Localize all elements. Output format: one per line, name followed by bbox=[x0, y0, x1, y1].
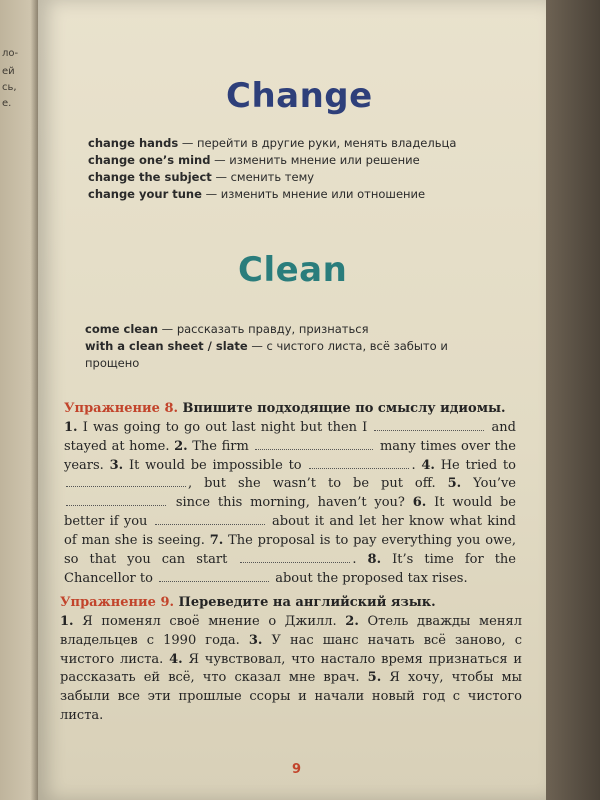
item-number: 4. bbox=[169, 651, 183, 667]
item-number: 6. bbox=[412, 495, 427, 511]
answer-blank[interactable] bbox=[155, 513, 265, 525]
item-number: 5. bbox=[447, 476, 462, 492]
idiom-entry bbox=[88, 169, 468, 186]
item-number: 5. bbox=[367, 670, 382, 686]
item-number: 3. bbox=[248, 632, 263, 648]
item-text: about the proposed tax rises. bbox=[271, 570, 468, 586]
idiom-meaning: — с чистого листа, всё забыто и прощено bbox=[85, 339, 448, 371]
section-heading-change: Change bbox=[226, 76, 373, 116]
background-surface bbox=[546, 0, 600, 800]
item-number: 1. bbox=[60, 613, 74, 629]
item-text: Отель дважды менял владельцев с 1990 года. bbox=[60, 613, 522, 648]
idiom-entry bbox=[88, 186, 468, 203]
idiom-entry bbox=[85, 338, 485, 372]
item-number: 2. bbox=[345, 613, 359, 629]
item-number: 2. bbox=[174, 438, 188, 454]
edge-text: сь, bbox=[2, 82, 17, 93]
exercise-title: Упражнение 9. bbox=[60, 595, 175, 610]
left-page-edge bbox=[0, 0, 38, 800]
item-text: You’ve bbox=[461, 476, 516, 492]
exercise-title: Упражнение 8. bbox=[64, 401, 179, 416]
item-number: 4. bbox=[421, 457, 435, 473]
page-number: 9 bbox=[292, 762, 302, 777]
item-text: The firm bbox=[187, 438, 254, 454]
item-number: 8. bbox=[367, 551, 382, 567]
answer-blank[interactable] bbox=[159, 570, 269, 582]
item-number: 1. bbox=[64, 419, 78, 435]
item-text: and stayed at home. bbox=[64, 419, 516, 454]
idiom-term: change the subject bbox=[88, 170, 212, 185]
item-text: , but she wasn’t to be put off. bbox=[188, 476, 448, 492]
idiom-term: come clean bbox=[85, 322, 159, 336]
edge-text: ло- bbox=[2, 48, 19, 59]
item-text: . bbox=[352, 551, 368, 567]
idiom-term: change your tune bbox=[88, 187, 202, 202]
item-text: I was going to go out last night but then I bbox=[77, 419, 373, 435]
answer-blank[interactable] bbox=[255, 438, 373, 450]
item-text: about it and let her know what kind of man she is seeing. bbox=[64, 514, 516, 548]
item-text: Я хочу, чтобы мы забыли все эти прошлые ссоры и начали новый год с чистого листа. bbox=[60, 670, 522, 724]
idiom-meaning: — рассказать правду, признаться bbox=[158, 322, 369, 336]
item-text: . bbox=[411, 457, 422, 473]
exercise-instruction: Впишите подходящие по смыслу идиомы. bbox=[178, 401, 506, 416]
idiom-term: with a clean sheet / slate bbox=[85, 339, 248, 354]
answer-blank[interactable] bbox=[240, 551, 350, 563]
idiom-meaning: — изменить мнение или решение bbox=[210, 153, 420, 168]
item-text: He tried to bbox=[434, 457, 516, 473]
exercise-instruction: Переведите на английский язык. bbox=[174, 595, 436, 610]
idiom-entry bbox=[85, 321, 495, 338]
item-text: Я поменял своё мнение о Джилл. bbox=[73, 613, 346, 629]
answer-blank[interactable] bbox=[374, 419, 484, 431]
idiom-meaning: — изменить мнение или отношение bbox=[201, 187, 426, 202]
item-number: 3. bbox=[109, 457, 124, 473]
idiom-list-change bbox=[88, 135, 468, 203]
idiom-list-clean bbox=[85, 321, 495, 372]
edge-text: е. bbox=[2, 98, 12, 109]
idiom-term: change one’s mind bbox=[88, 153, 211, 168]
item-text: У нас шанс начать всё заново, с чистого листа. bbox=[60, 632, 523, 667]
section-heading-clean: Clean bbox=[238, 250, 348, 290]
answer-blank[interactable] bbox=[66, 475, 186, 487]
item-text: many times over the years. bbox=[64, 438, 516, 473]
item-number: 7. bbox=[209, 532, 224, 548]
item-text: since this morning, haven’t you? bbox=[168, 495, 413, 511]
item-text: The proposal is to pay everything you owe, so that you can start bbox=[64, 532, 516, 567]
answer-blank[interactable] bbox=[66, 494, 166, 506]
exercise-8 bbox=[64, 400, 516, 588]
edge-text: ей bbox=[2, 66, 15, 77]
exercise-9 bbox=[60, 594, 522, 726]
idiom-term: change hands bbox=[88, 136, 179, 150]
idiom-entry bbox=[88, 152, 468, 169]
idiom-meaning: — перейти в другие руки, менять владельца bbox=[178, 136, 457, 150]
idiom-meaning: — сменить тему bbox=[211, 170, 315, 185]
item-text: Я чувствовал, что настало время признаться и рассказать ей всё, что сказал мне врач. bbox=[60, 651, 522, 686]
item-text: It would be impossible to bbox=[123, 457, 308, 473]
answer-blank[interactable] bbox=[309, 457, 409, 469]
item-text: It would be better if you bbox=[64, 495, 516, 530]
item-text: It’s time for the Chancellor to bbox=[64, 551, 517, 586]
idiom-entry bbox=[88, 135, 468, 152]
